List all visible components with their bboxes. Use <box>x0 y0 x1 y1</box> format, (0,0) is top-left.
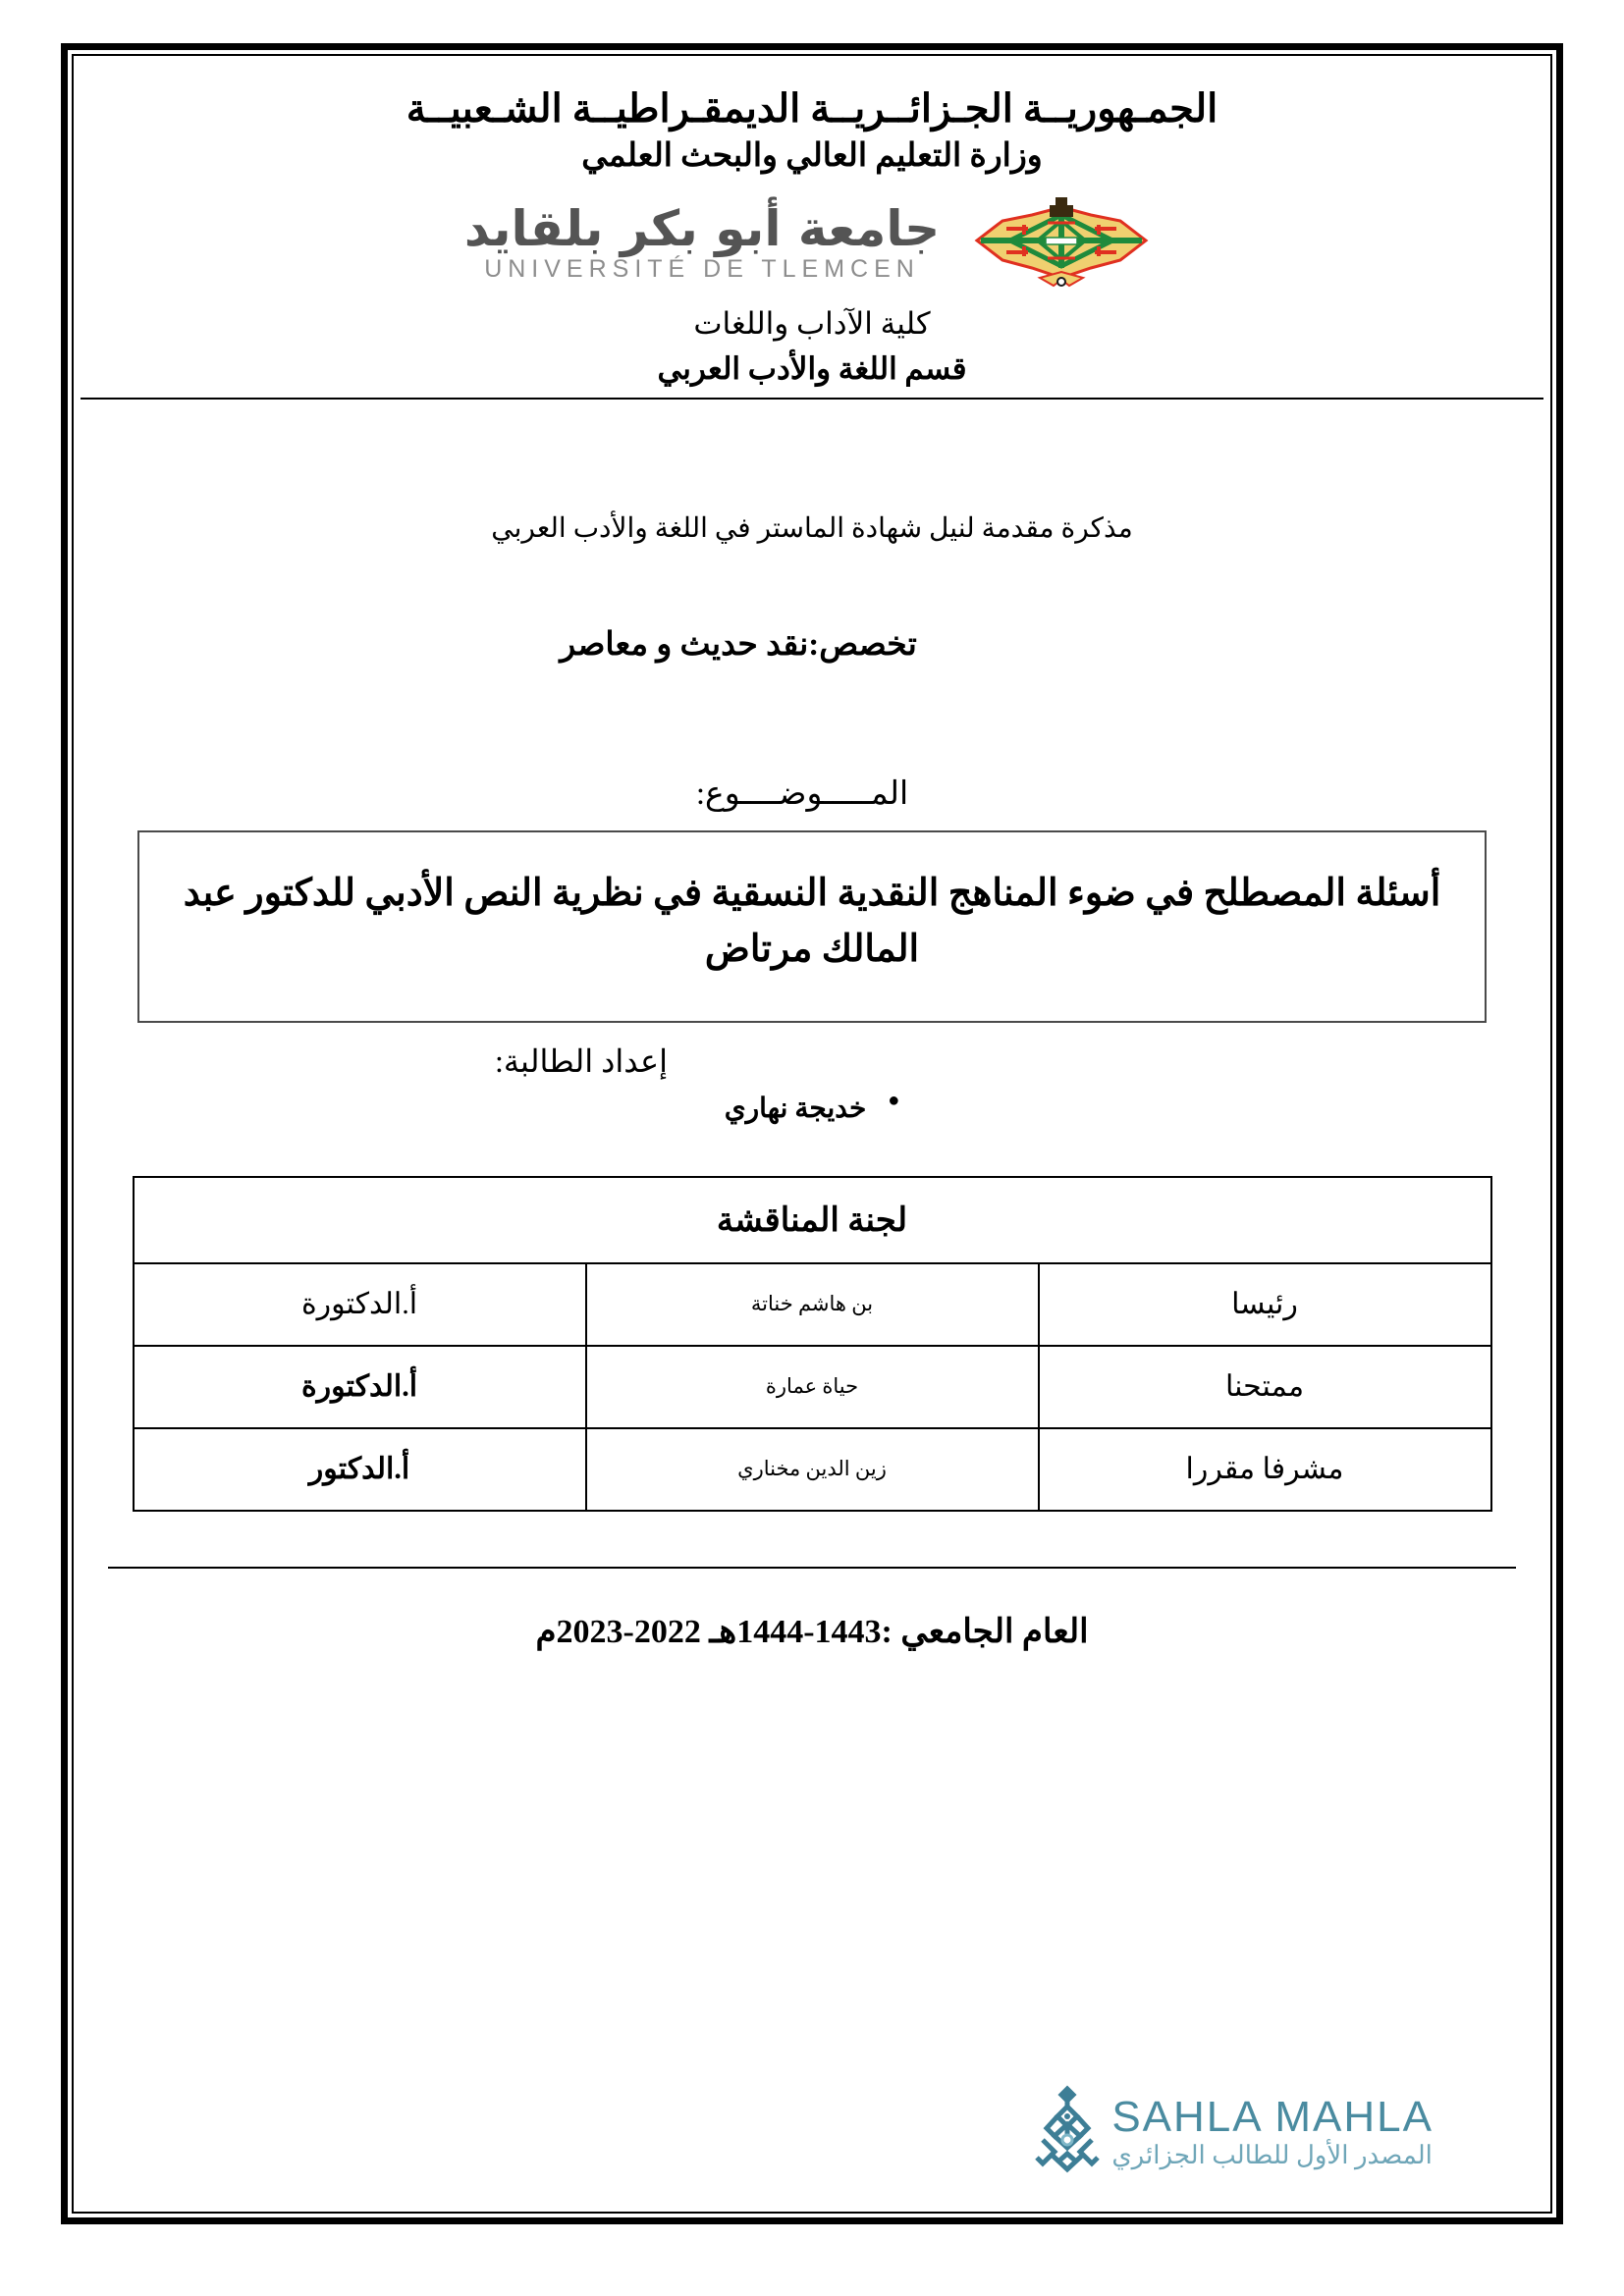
thesis-title: أسئلة المصطلح في ضوء المناهج النقدية النسقية في نظرية النص الأدبي للدكتور عبد المالك مرتاض <box>183 872 1441 970</box>
page-content <box>81 63 1543 2205</box>
jury-title-1: أ.الدكتورة <box>134 1263 586 1346</box>
watermark-text <box>1111 2093 1434 2169</box>
table-row <box>134 1428 1491 1511</box>
department-name: قسم اللغة والأدب العربي <box>657 350 967 386</box>
subject-label: المـــــوضــــوع: <box>695 775 909 812</box>
ministry-title: وزارة التعليم العالي والبحث العلمي <box>581 138 1043 174</box>
university-logo-row <box>81 195 1543 290</box>
jury-name-2: حياة عمارة <box>586 1346 1039 1428</box>
jury-title-2: أ.الدكتورة <box>134 1346 586 1428</box>
jury-role-1: رئيسا <box>1039 1263 1491 1346</box>
page-border-frame <box>61 43 1563 2224</box>
prepared-by-label: إعداد الطالبة: <box>494 1042 668 1079</box>
table-row <box>134 1346 1491 1428</box>
sahla-mahla-watermark <box>1033 2085 1434 2179</box>
watermark-brand: SAHLA MAHLA <box>1111 2093 1434 2141</box>
academic-year: العام الجامعي :1443-1444هـ 2022-2023م <box>535 1613 1089 1650</box>
jury-committee-table <box>133 1176 1492 1512</box>
table-row <box>134 1263 1491 1346</box>
thesis-title-box <box>137 830 1487 1023</box>
degree-statement: مذكرة مقدمة لنيل شهادة الماستر في اللغة والأدب العربي <box>491 512 1133 544</box>
jury-role-2: ممتحنا <box>1039 1346 1491 1428</box>
document-header <box>81 63 1543 400</box>
jury-name-1: بن هاشم خناتة <box>586 1263 1039 1346</box>
student-list <box>108 1092 1516 1125</box>
sahla-mahla-monogram-icon <box>1033 2085 1102 2179</box>
watermark-tagline: المصدر الأول للطالب الجزائري <box>1111 2141 1433 2169</box>
university-wordmark <box>463 200 941 283</box>
document-body <box>81 400 1543 2205</box>
jury-role-3: مشرفا مقررا <box>1039 1428 1491 1511</box>
faculty-name: كلية الآداب واللغات <box>693 305 931 341</box>
jury-title-3: أ.الدكتور <box>134 1428 586 1511</box>
table-row-caption <box>134 1177 1491 1263</box>
academic-year-band <box>108 1567 1516 1690</box>
university-name-arabic: جامعة أبو بكر بلقايد <box>463 200 941 258</box>
jury-name-3: زين الدين مخناري <box>586 1428 1039 1511</box>
specialty-line: تخصص:نقد حديث و معاصر <box>560 626 917 663</box>
list-item: ● خديجة نهاري <box>725 1092 900 1125</box>
tlemcen-university-emblem-icon <box>963 195 1160 290</box>
jury-caption: لجنة المناقشة <box>134 1177 1491 1263</box>
university-name-french: UNIVERSITÉ DE TLEMCEN <box>484 254 920 283</box>
republic-title: الجمـهوريــة الجـزائــريــة الديمقـراطيــة الشـعبيــة <box>406 86 1218 131</box>
